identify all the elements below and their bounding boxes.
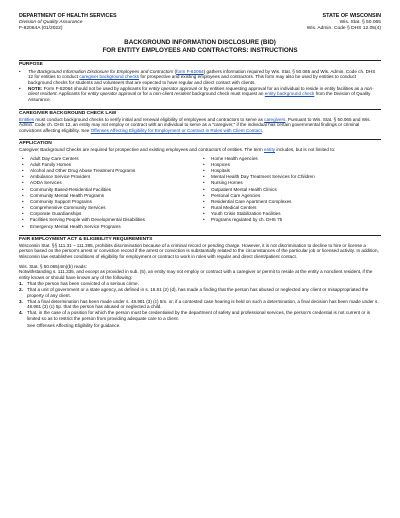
entity-list-left (19, 155, 200, 230)
application-text (19, 147, 381, 153)
entity-type-label: Programs regulated by ch. DHS 75 (211, 217, 283, 223)
entity-list-item (200, 162, 381, 168)
bullet-icon: • (19, 85, 21, 91)
entity-type-label: Facilities Serving People with Developmental Disabilities (30, 217, 145, 223)
bullet-icon: • (203, 205, 205, 211)
entity-list-item (19, 199, 200, 205)
note-term: entity operator approval (87, 91, 137, 97)
entity-type-label: Rural Medical Centers (211, 205, 257, 211)
caregiver-background-checks-link[interactable]: caregiver background checks (79, 74, 140, 80)
entity-type-label: Comprehensive Community Services (30, 205, 106, 211)
entity-type-label: Mental Health Day Treatment Services for Children (211, 174, 315, 180)
offenses-affecting-eligibility-link[interactable]: Offenses Affecting Eligibility for Employment or Contract in Roles with Client Contact (90, 127, 262, 133)
bullet-icon: • (22, 155, 24, 161)
entities-link[interactable]: Entities (19, 116, 35, 122)
agency-block (19, 13, 117, 32)
entity-list-item (200, 193, 381, 199)
entity-list-item (19, 174, 200, 180)
note-term: entity operator approval (148, 85, 198, 91)
entity-type-label: Hospitals (211, 167, 230, 173)
title-line-2: FOR ENTITY EMPLOYEES AND CONTRACTORS: INSTRUCTIONS (102, 46, 298, 54)
section-divider (19, 60, 381, 61)
entity-type-label: Community Support Programs (30, 198, 92, 204)
entity-list-item (19, 168, 200, 174)
note-label: NOTE: (28, 85, 43, 91)
entity-type-label: Ambulance Service Providers (30, 174, 91, 180)
entity-link[interactable]: entity (264, 147, 276, 153)
bullet-icon: • (22, 192, 24, 198)
admin-code-ref: Wis. Admin. Code § DHS 12.05(4) (306, 25, 381, 31)
entity-type-label: Adult Family Homes (30, 161, 72, 167)
bullet-icon: • (203, 167, 205, 173)
bullet-icon: • (203, 192, 205, 198)
entity-list-item (200, 205, 381, 211)
statute-item (19, 287, 381, 298)
document-header (19, 13, 381, 32)
title-line-1: BACKGROUND INFORMATION DISCLOSURE (BID) (124, 39, 276, 46)
note-text: . Applicants for (56, 91, 87, 97)
entity-type-label: Personal Care Agencies (211, 192, 261, 198)
fair-employment-heading: FAIR EMPLOYMENT ACT & ELIGIBILITY REQUIREMENTS (19, 236, 153, 242)
statute-item (19, 281, 381, 287)
entity-list-item (19, 180, 200, 186)
note-text: background check must request an (191, 91, 264, 97)
entity-list-item (19, 187, 200, 193)
statute-intro: Notwithstanding s. 111.335, and except as provided in sub. (5), an entity may not employ or contract with a caregiver or permit to reside at the entity a nonclient resident, if the entity knows or should have known any of the following: (19, 269, 373, 280)
purpose-text-end: for prospective and existing employees and contractors. This form may also be used by entities to conduct background checks for students and volunteers that are expected to have regular and direct contact with clients. (28, 74, 357, 85)
entity-type-label: Corporate Guardianships (30, 211, 82, 217)
entity-type-label: Hospices (211, 161, 230, 167)
entity-list-item (200, 168, 381, 174)
entity-type-label: Community Mental Health Programs (30, 192, 105, 198)
document-title (19, 39, 381, 54)
entity-list-item (200, 217, 381, 223)
entity-list-item (200, 199, 381, 205)
entity-list-item (200, 174, 381, 180)
statute-items (19, 281, 381, 322)
entity-list-item (19, 156, 200, 162)
statute-reads: Wis. Stat. § 50.065(4m)(b) reads: (19, 263, 87, 269)
application-heading: APPLICATION (19, 141, 52, 147)
entity-list-item (200, 211, 381, 217)
bullet-icon: • (203, 217, 205, 223)
cbc-text: . Pursuant to Wis. Stat. § 50.065 and Wis. Admin. Code ch. DHS 12, an entity may not employ or contract with an individual to serve as a "caregiver," if the individual has certain governmental findings or criminal convictions affecting eligibility. See (19, 116, 371, 133)
section-divider (19, 235, 381, 236)
caregivers-link[interactable]: caregivers (264, 116, 286, 122)
item-text: That a final determination has been made under s. 48.981 (3) (c) 5m. or, if a contested case hearing is held on such a determination, a final decision has been made under s. 48.981 (3) (c) 5p. that the person has abused or neglected a child. (27, 298, 379, 310)
entity-list-item (19, 224, 200, 230)
entity-list-item (19, 205, 200, 211)
cbc-text: must conduct background checks to verify initial and renewal eligibility of employees and contractors to serve as (35, 116, 263, 122)
purpose-bullet-1: • The Background Information Disclosure for Employees and Contractors (form F-82064) gathers information required by Wis. Stat. § 50.065 and Wis. Admin. Code ch. DHS 12 for entities to conduct caregiver background checks for prospective and existing employees and contractors. This form may also be used by entities to conduct background checks for students and volunteers that are expected to have regular and direct contact with clients. (19, 68, 376, 85)
entity-type-label: Nursing Homes (211, 180, 243, 186)
bullet-icon: • (22, 205, 24, 211)
section-divider (19, 109, 381, 110)
cbc-text: . (261, 127, 264, 133)
bullet-icon: • (19, 68, 21, 74)
entity-list (19, 155, 381, 230)
item-number: 4. (19, 310, 23, 316)
entity-list-right (200, 155, 381, 230)
statute-ref: Wis. Stat. § 50.065 (339, 19, 381, 25)
note-term: non-client resident (28, 85, 374, 97)
purpose-text: ) gathers information required by Wis. Stat. § 50.065 and Wis. Admin. Code ch. DHS 12 for entities to conduct (28, 68, 376, 80)
entity-type-label: Emergency Mental Health Service Programs (30, 223, 121, 229)
note-text: or for a (137, 91, 152, 97)
entity-type-label: Residential Care Apartment Complexes (211, 198, 292, 204)
entity-type-label: Youth Crisis Stabilization Facilities (211, 211, 281, 217)
state-name: STATE OF WISCONSIN (322, 13, 381, 19)
note-text: or by entities requesting approval for an individual to reside in entity facilities as a (198, 85, 364, 91)
entity-type-label: Adult Day Care Centers (30, 155, 79, 161)
statute-item (19, 299, 381, 310)
bullet-icon: • (203, 161, 205, 167)
bullet-icon: • (203, 180, 205, 186)
bullet-icon: • (203, 155, 205, 161)
entity-list-item (200, 180, 381, 186)
bullet-icon: • (203, 174, 205, 180)
item-text: That, in the case of a position for which the person must be credentialed by the department of safety and professional services, the person's credential is not current or is limited so as to restrict the person from providing adequate care to a client. (27, 310, 371, 321)
note-text: from the Division of Quality Assurance. (28, 91, 371, 103)
see-offenses-note: See Offenses Affecting Eligibility for guidance. (27, 322, 121, 328)
cbc-law-heading: CAREGIVER BACKGROUND CHECK LAW (19, 110, 117, 116)
item-text: That a unit of government or a state agency, as defined in s. 16.61 (2) (d), has made a finding that the person has abused or neglected any client or misappropriated the property of any client. (27, 286, 369, 298)
entity-list-item (19, 193, 200, 199)
purpose-form-name: The Background Information Disclosure for Employees and Contractors (28, 68, 174, 74)
bullet-icon: • (22, 211, 24, 217)
statute-item (19, 310, 381, 321)
entity-list-item (200, 156, 381, 162)
purpose-heading: PURPOSE (19, 62, 43, 68)
bullet-icon: • (22, 167, 24, 173)
section-divider (19, 139, 381, 140)
bullet-icon: • (22, 161, 24, 167)
application-text-part: includes, but is not limited to: (276, 147, 336, 153)
form-number: F-82064A (01/2022) (19, 25, 63, 31)
entity-list-item (200, 187, 381, 193)
fair-employment-text: Wisconsin Stat. §§ 111.31 – 111.395, prohibits discrimination because of a criminal record or pending charge. However, it is not discrimination to decline to hire or license a person based on the person's arrest or conviction record if the arrest or conviction is substantially related to the circumstances of the particular job or licensed activity. In addition, Wisconsin law establishes conditions of eligibility for employment or contract to work in roles with regular and direct client/patient contact. (19, 242, 379, 259)
bullet-icon: • (203, 186, 205, 192)
bullet-icon: • (22, 198, 24, 204)
bullet-icon: • (22, 174, 24, 180)
statute-block (307, 13, 381, 32)
cbc-law-text (19, 117, 381, 134)
item-number: 1. (19, 280, 23, 286)
entity-type-label: Alcohol and Other Drug Abuse Treatment Programs (30, 167, 136, 173)
entity-list-item (19, 217, 200, 223)
item-number: 2. (19, 286, 23, 292)
entity-list-item (19, 162, 200, 168)
entity-type-label: Outpatient Mental Health Clinics (211, 186, 277, 192)
entity-type-label: Home Health Agencies (211, 155, 258, 161)
entity-type-label: AODA Services (30, 180, 62, 186)
form-f82064-link[interactable]: form F-82064 (176, 68, 204, 74)
bullet-icon: • (22, 217, 24, 223)
item-text: That the person has been convicted of a serious crime. (27, 280, 139, 286)
department-name: DEPARTMENT OF HEALTH SERVICES (19, 13, 117, 19)
division-name: Division of Quality Assurance (19, 19, 83, 25)
bullet-icon: • (22, 186, 24, 192)
item-number: 3. (19, 298, 23, 304)
entity-list-item (19, 211, 200, 217)
application-text-part: Caregiver Background Checks are required for prospective and existing employees and contractors of entities. The term (19, 147, 263, 153)
note-term: non-client resident (153, 91, 191, 97)
bullet-icon: • (22, 223, 24, 229)
bullet-icon: • (203, 198, 205, 204)
entity-type-label: Community Based-Residential Facilities (30, 186, 111, 192)
bullet-icon: • (203, 211, 205, 217)
note-text: Form F-82064 should not be used by applicants for (43, 85, 148, 91)
bullet-icon: • (22, 180, 24, 186)
entity-background-check-link[interactable]: entity background check (264, 91, 315, 97)
purpose-bullet-2 (19, 86, 381, 103)
